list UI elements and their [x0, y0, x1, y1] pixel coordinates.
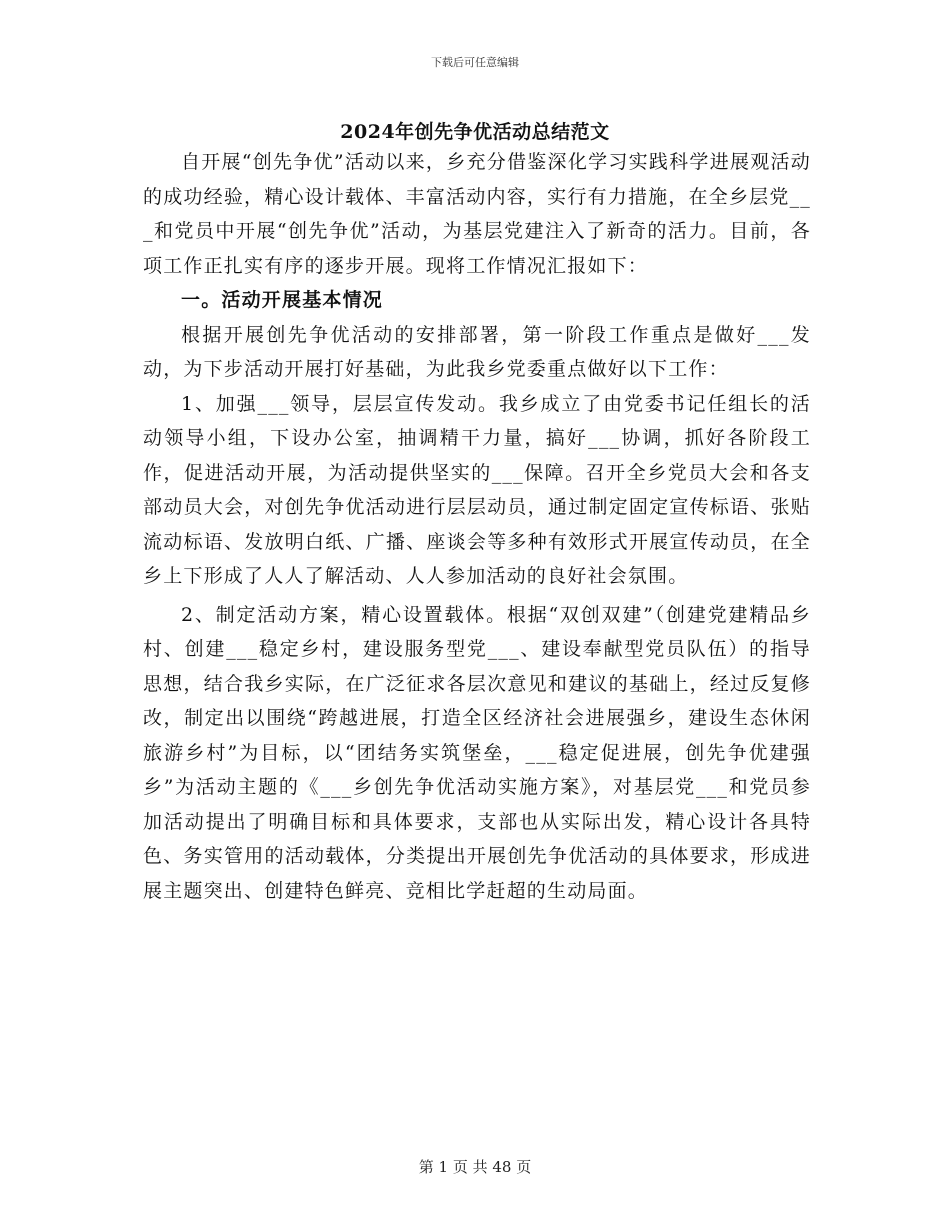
header-note: 下载后可任意编辑	[431, 56, 519, 69]
page-number: 第 1 页 共 48 页	[418, 1158, 532, 1176]
body-paragraph: 根据开展创先争优活动的安排部署，第一阶段工作重点是做好___发动，为下步活动开展打好基础，为此我乡党委重点做好以下工作：	[143, 323, 811, 380]
intro-paragraph: 自开展“创先争优”活动以来，乡充分借鉴深化学习实践科学进展观活动的成功经验，精心设计载体、丰富活动内容，实行有力措施，在全乡层党___和党员中开展“创先争优”活动，为基层党建注入了新奇的活力。目前，各项工作正扎实有序的逐步开展。现将工作情况汇报如下：	[143, 151, 811, 277]
body-paragraph: 2、制定活动方案，精心设置载体。根据“双创双建”（创建党建精品乡村、创建___稳定乡村，建设服务型党___、建设奉献型党员队伍）的指导思想，结合我乡实际，在广泛征求各层次意见和建议的基础上，经过反复修改，制定出以围绕“跨越进展，打造全区经济社会进展强乡，建设生态休闲旅游乡村”为目标，以“团结务实筑堡垒，___稳定促进展，创先争优建强乡”为活动主题的《___乡创先争优活动实施方案》，对基层党___和党员参加活动提出了明确目标和具体要求，支部也从实际出发，精心设计各具特色、务实管用的活动载体，分类提出开展创先争优活动的具体要求，形成进展主题突出、创建特色鲜亮、竞相比学赶超的生动局面。	[143, 603, 811, 902]
section-heading: 一。活动开展基本情况	[181, 289, 384, 311]
body-paragraph: 1、加强___领导，层层宣传发动。我乡成立了由党委书记任组长的活动领导小组，下设办公室，抽调精干力量，搞好___协调，抓好各阶段工作，促进活动开展，为活动提供坚实的___保障。召开全乡党员大会和各支部动员大会，对创先争优活动进行层层动员，通过制定固定宣传标语、张贴流动标语、发放明白纸、广播、座谈会等多种有效形式开展宣传动员，在全乡上下形成了人人了解活动、人人参加活动的良好社会氛围。	[143, 392, 811, 587]
document-body	[143, 145, 811, 908]
document-title: 2024年创先争优活动总结范文	[340, 121, 610, 143]
